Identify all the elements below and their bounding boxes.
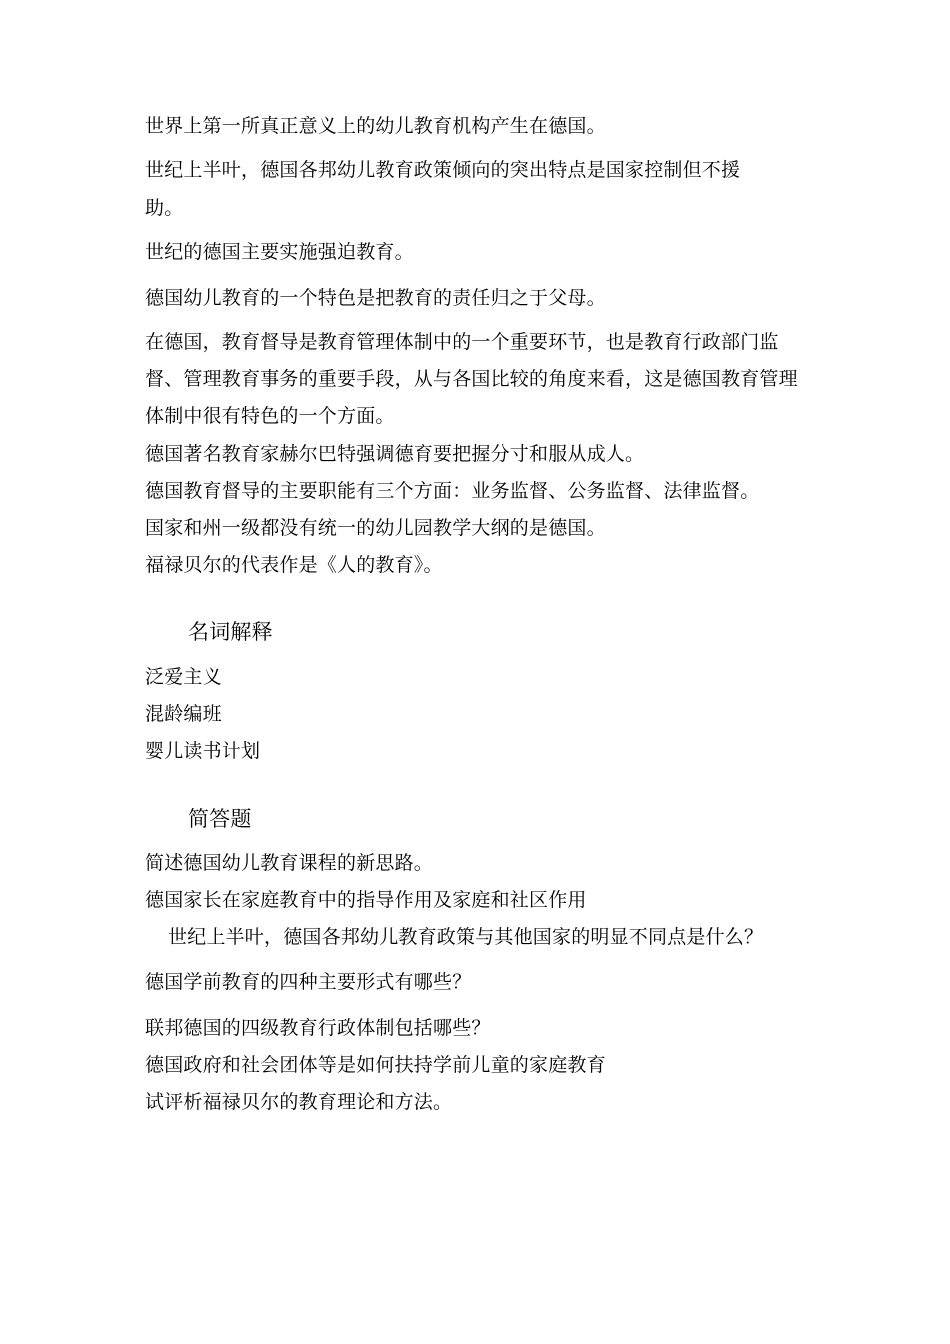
statement-line: 助。 (145, 197, 184, 219)
question-item: 德国学前教育的四种主要形式有哪些？ (145, 971, 472, 993)
section-heading-terms: 名词解释 (188, 620, 273, 644)
term-item: 混龄编班 (145, 703, 222, 725)
statement-line: 德国教育督导的主要职能有三个方面：业务监督、公务监督、法律监督。 (145, 480, 760, 502)
statement-line: 德国著名教育家赫尔巴特强调德育要把握分寸和服从成人。 (145, 443, 645, 465)
statement-line: 在德国，教育督导是教育管理体制中的一个重要环节，也是教育行政部门监 (145, 331, 779, 353)
statement-line: 世纪的德国主要实施强迫教育。 (145, 241, 414, 263)
question-item: 试评析福禄贝尔的教育理论和方法。 (145, 1091, 453, 1113)
section-heading-short-answer: 简答题 (188, 807, 252, 831)
statement-line: 督、管理教育事务的重要手段，从与各国比较的角度来看，这是德国教育管理 (145, 368, 798, 390)
question-item: 联邦德国的四级教育行政体制包括哪些？ (145, 1017, 491, 1039)
statement-line: 福禄贝尔的代表作是《人的教育》。 (145, 554, 443, 576)
question-item: 简述德国幼儿教育课程的新思路。 (145, 852, 434, 874)
statement-line: 德国幼儿教育的一个特色是把教育的责任归之于父母。 (145, 287, 606, 309)
question-item: 德国政府和社会团体等是如何扶持学前儿童的家庭教育 (145, 1054, 606, 1076)
statement-line: 世纪上半叶，德国各邦幼儿教育政策倾向的突出特点是国家控制但不援 (145, 159, 741, 181)
statement-line: 体制中很有特色的一个方面。 (145, 405, 395, 427)
term-item: 婴儿读书计划 (145, 740, 261, 762)
question-item: 世纪上半叶，德国各邦幼儿教育政策与其他国家的明显不同点是什么？ (168, 926, 764, 948)
statement-line: 国家和州一级都没有统一的幼儿园教学大纲的是德国。 (145, 517, 606, 539)
statement-line: 世界上第一所真正意义上的幼儿教育机构产生在德国。 (145, 115, 606, 137)
question-item: 德国家长在家庭教育中的指导作用及家庭和社区作用 (145, 889, 587, 911)
term-item: 泛爱主义 (145, 666, 222, 688)
